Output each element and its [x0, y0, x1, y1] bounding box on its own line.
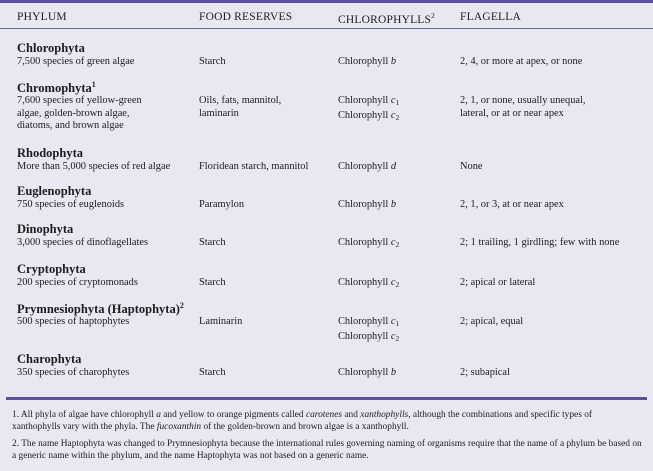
flagella — [460, 199, 564, 212]
species-description-line: algae, golden-brown algae, — [17, 107, 130, 119]
species-description — [17, 237, 148, 250]
flagella — [460, 277, 535, 290]
chlorophyll-type: c — [390, 316, 396, 327]
footnote-1 — [12, 409, 642, 433]
header-chlorophylls-footnote-mark: 2 — [431, 11, 436, 20]
species-description-line: 200 species of cryptomonads — [17, 277, 138, 288]
chlorophylls — [338, 161, 396, 174]
chlorophyll-entry — [338, 161, 396, 174]
flagella-line: 2, 1, or 3, at or near apex — [460, 199, 564, 210]
food-reserves-line: Starch — [199, 56, 226, 67]
flagella — [460, 367, 510, 380]
footnote-1-text: , although the combinations and specific types of xanthophylls vary with the phyla. The — [12, 410, 593, 432]
food-reserves-line: Starch — [199, 277, 226, 288]
species-description — [17, 367, 129, 380]
phylum-name-text: Cryptophyta — [17, 262, 86, 276]
species-description — [17, 161, 170, 174]
chlorophyll-subscript: 1 — [395, 319, 400, 328]
species-description-line: 750 species of euglenoids — [17, 199, 125, 210]
phylum-name — [17, 146, 83, 161]
flagella — [460, 95, 586, 120]
food-reserves — [199, 95, 281, 120]
chlorophyll-subscript: 2 — [395, 240, 400, 249]
food-reserves-line: Floridean starch, mannitol — [199, 161, 309, 172]
chlorophyll-label: Chlorophyll — [338, 95, 389, 106]
phylum-name — [17, 262, 86, 277]
phylum-name-text: Charophyta — [17, 352, 82, 366]
chlorophylls — [338, 277, 399, 292]
species-description — [17, 199, 124, 212]
chlorophyll-type: d — [390, 161, 397, 172]
header-food-reserves: FOOD RESERVES — [199, 11, 293, 23]
phylum-footnote-mark: 1 — [91, 80, 96, 89]
footnote-1-italic: xanthophylls — [360, 410, 409, 420]
chlorophyll-subscript: 2 — [395, 112, 400, 122]
chlorophyll-subscript: 2 — [395, 280, 400, 289]
flagella-line: 2; subapical — [460, 367, 510, 378]
phylum-name — [17, 80, 96, 96]
chlorophyll-entry — [338, 110, 399, 125]
chlorophyll-type: b — [390, 199, 397, 210]
footnote-1-italic: fucoxanthin — [156, 422, 202, 432]
food-reserves-line: Paramylon — [199, 199, 245, 210]
chlorophyll-entry — [338, 237, 399, 252]
chlorophyll-entry — [338, 277, 399, 292]
food-reserves-line: Oils, fats, mannitol, — [199, 95, 282, 106]
chlorophylls — [338, 95, 399, 124]
flagella-line: 2; apical or lateral — [460, 277, 536, 288]
phylum-name-text: Chromophyta — [17, 81, 92, 96]
chlorophyll-entry — [338, 95, 399, 110]
chlorophyll-type: c — [390, 237, 396, 248]
footnote-1-text: and — [342, 410, 361, 420]
species-description-line: 500 species of haptophytes — [17, 316, 130, 327]
chlorophyll-type: c — [390, 330, 396, 342]
chlorophyll-label: Chlorophyll — [338, 199, 389, 210]
flagella — [460, 316, 523, 329]
footnote-2: 2. The name Haptophyta was changed to Prymnesiophyta because the international rules governing naming of organisms require that the name of a phylum be based on a generic name within the phylum, and the name Haptophyta was not based on a generic name. — [12, 439, 642, 461]
chlorophyll-type: c — [390, 277, 396, 288]
food-reserves-line: Laminarin — [199, 316, 243, 327]
chlorophyll-type: b — [390, 367, 397, 378]
flagella-line: lateral, or at or near apex — [460, 107, 564, 119]
flagella-line: 2, 1, or none, usually unequal, — [460, 95, 586, 106]
flagella-line: 2; apical, equal — [460, 316, 524, 327]
food-reserves — [199, 277, 226, 290]
flagella — [460, 56, 582, 69]
chlorophylls — [338, 237, 399, 252]
food-reserves-line: laminarin — [199, 107, 239, 119]
header-chlorophylls-label: CHLOROPHYLLS — [338, 13, 432, 26]
chlorophyll-label: Chlorophyll — [338, 330, 389, 342]
chlorophyll-label: Chlorophyll — [338, 316, 389, 327]
flagella — [460, 237, 619, 250]
header-rule — [0, 28, 653, 29]
chlorophylls — [338, 56, 396, 69]
species-description-line: 7,600 species of yellow-green — [17, 95, 142, 106]
food-reserves-line: Starch — [199, 367, 226, 378]
header-chlorophylls — [338, 11, 435, 26]
chlorophyll-label: Chlorophyll — [338, 367, 389, 378]
chlorophyll-label: Chlorophyll — [338, 56, 389, 67]
footnote-1-text: 1. All phyla of algae have chlorophyll — [12, 410, 157, 420]
flagella-line: 2, 4, or more at apex, or none — [460, 56, 583, 67]
chlorophyll-entry — [338, 199, 396, 212]
chlorophyll-type: c — [390, 109, 396, 121]
species-description — [17, 277, 138, 290]
header-phylum: PHYLUM — [17, 11, 67, 23]
food-reserves — [199, 237, 226, 250]
header-flagella: FLAGELLA — [460, 11, 522, 23]
footnote-1-text: of the golden-brown and brown algae is a xanthophyll. — [201, 422, 409, 432]
footnote-1-text: and yellow to orange pigments called — [160, 410, 306, 420]
chlorophylls — [338, 199, 396, 212]
chlorophyll-type: c — [390, 95, 396, 106]
flagella-line: None — [460, 161, 483, 172]
phylum-name — [17, 301, 184, 317]
phylum-name — [17, 222, 73, 237]
phylum-name-text: Chlorophyta — [17, 41, 85, 55]
food-reserves — [199, 56, 226, 69]
footnote-1-italic: a — [156, 410, 161, 420]
chlorophyll-label: Chlorophyll — [338, 277, 389, 288]
chlorophyll-label: Chlorophyll — [338, 109, 389, 121]
flagella-line: 2; 1 trailing, 1 girdling; few with none — [460, 237, 620, 248]
chlorophyll-entry — [338, 367, 396, 380]
phylum-footnote-mark: 2 — [179, 301, 184, 310]
species-description-line: 350 species of charophytes — [17, 367, 130, 378]
chlorophylls — [338, 316, 399, 345]
species-description — [17, 56, 134, 69]
top-rule — [0, 0, 653, 3]
chlorophyll-entry — [338, 56, 396, 69]
food-reserves — [199, 161, 308, 174]
food-reserves — [199, 199, 244, 212]
flagella — [460, 161, 483, 174]
phylum-name — [17, 352, 81, 367]
phylum-name — [17, 41, 85, 56]
chlorophyll-subscript: 2 — [395, 333, 400, 343]
chlorophyll-label: Chlorophyll — [338, 237, 389, 248]
chlorophyll-label: Chlorophyll — [338, 161, 389, 172]
species-description-line: 7,500 species of green algae — [17, 56, 135, 67]
chlorophyll-subscript: 1 — [395, 98, 400, 107]
species-description-line: More than 5,000 species of red algae — [17, 161, 171, 172]
phylum-name-text: Euglenophyta — [17, 184, 92, 198]
food-reserves-line: Starch — [199, 237, 226, 248]
species-description-line: diatoms, and brown algae — [17, 120, 124, 132]
chlorophylls — [338, 367, 396, 380]
footnote-1-italic: carotenes — [305, 410, 343, 420]
phylum-name-text: Prymnesiophyta (Haptophyta) — [17, 302, 180, 317]
food-reserves — [199, 316, 242, 329]
phylum-name-text: Dinophyta — [17, 222, 74, 236]
chlorophyll-entry — [338, 331, 399, 346]
phylum-name — [17, 184, 91, 199]
footnote-rule — [6, 397, 647, 400]
chlorophyll-entry — [338, 316, 399, 331]
chlorophyll-type: b — [390, 56, 397, 67]
species-description-line: 3,000 species of dinoflagellates — [17, 237, 148, 248]
phylum-name-text: Rhodophyta — [17, 146, 83, 160]
species-description — [17, 316, 129, 329]
food-reserves — [199, 367, 226, 380]
species-description — [17, 95, 142, 133]
